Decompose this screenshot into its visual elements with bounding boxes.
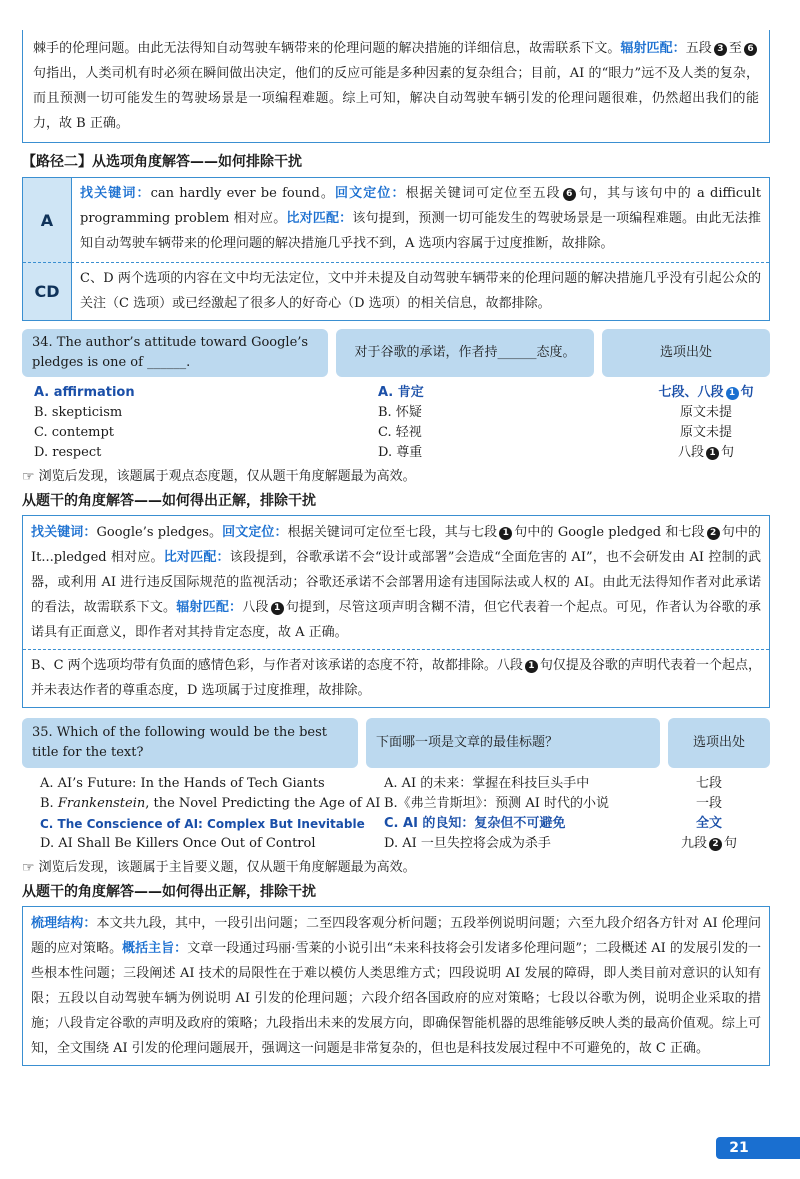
option-en: C. contempt: [34, 425, 115, 440]
text: B.: [40, 796, 58, 811]
sentence-number-badge: 6: [744, 43, 757, 56]
q35-note: [22, 856, 770, 880]
page-number-bar: [762, 1137, 800, 1159]
keyword-structure: 梳理结构：: [31, 916, 97, 931]
text: 句提到，尽管这项声明含糊不清，但它代表着一个起点。可见，作者认为谷歌的承诺具有正面意义，即作者对其持肯定态度，故 A 正确。: [31, 600, 761, 640]
sentence-number-badge: 1: [271, 602, 284, 615]
option-source: 一段: [695, 796, 722, 811]
option-cn: A. 肯定: [378, 385, 424, 400]
option-source: [642, 383, 770, 403]
option-cn: D. AI 一旦失控将会成为杀手: [384, 836, 551, 851]
text: can hardly ever be found。: [150, 186, 335, 201]
option-row: [40, 774, 770, 794]
text: 文章一段通过玛丽·雪莱的小说引出“未来科技将会引发诸多伦理问题”；二段概述 AI 的发展引发的一些根本性问题；三段阐述 AI 技术的局限性在于难以模仿人类思维方式；四段说明 AI 发展的障碍，即人类目前对意识的认知有限；五段以自动驾驶车辆为例说明 AI 引发的伦理问题；六段介绍各国政府的应对策略；七段以谷歌为例，说明企业采取的措施；八段肯定谷歌的声明及政府的策略；九段指出未来的发展方向，即确保智能机器的思维能够反映人类的最高价值观。综上可知，全文围绕 AI 引发的伦理问题展开，强调这一问题是非常复杂的，但也是科技发展过程中不可避免的，故 C 正确。: [31, 941, 761, 1056]
option-en: D. AI Shall Be Killers Once Out of Control: [40, 836, 316, 851]
path2-label-column: [23, 178, 71, 320]
option-en: A. affirmation: [34, 385, 135, 400]
path2-table: [22, 177, 770, 321]
keyword-compare: 比对匹配：: [286, 211, 353, 226]
text: 根据关键词可定位至七段，其与七段: [287, 525, 498, 540]
option-row: [40, 794, 770, 814]
italic-title: Frankenstein: [57, 796, 146, 811]
option-cn: B.《弗兰肯斯坦》：预测 AI 时代的小说: [384, 796, 609, 811]
sentence-number-badge: 1: [726, 387, 739, 400]
option-cn: B. 怀疑: [378, 405, 422, 420]
text: 句指出，人类司机有时必须在瞬间做出决定，他们的反应可能是多种因素的复杂组合；目前，AI 的“眼力”远不及人类的复杂，而且预测一切可能发生的驾驶场景是一项编程难题。综上可知，解决自动驾驶车辆引发的伦理问题很难，仍然超出我们的能力，故 B 正确。: [33, 66, 759, 131]
keyword-find: 找关键词：: [80, 186, 151, 201]
option-en: D. respect: [34, 445, 102, 460]
text: B、C 两个选项均带有负面的感情色彩，与作者对该承诺的态度不符，故都排除。八段: [31, 658, 523, 673]
option-source: [648, 834, 770, 854]
option-row: [34, 423, 770, 443]
q34-options: [22, 383, 770, 463]
q34-question-cn: 对于谷歌的承诺，作者持______态度。: [336, 329, 594, 377]
path2-row-cd: [71, 262, 769, 320]
sentence-number-badge: 2: [707, 527, 720, 540]
option-row: [34, 443, 770, 463]
option-cn: C. AI 的良知：复杂但不可避免: [384, 816, 566, 831]
q34-explanation-2: [31, 653, 761, 703]
page-number: 21: [716, 1137, 762, 1159]
text: 句中的 Google pledged 和七段: [514, 525, 705, 540]
q35-sub-heading: 从题干的角度解答——如何得出正解，排除干扰: [22, 884, 316, 900]
text: 该句提到，预测一切可能发生的驾驶场景是一项编程难题。由此无法推知自动驾驶车辆带来的伦理问题的解决措施几乎找不到，A 选项内容属于过度推断，故排除。: [80, 211, 761, 251]
pointing-hand-icon: ☞: [22, 469, 35, 485]
sentence-number-badge: 1: [706, 447, 719, 460]
row-cd-text: C、D 两个选项的内容在文中均无法定位，文中并未提及自动驾驶车辆带来的伦理问题的解决措施几乎没有引起公众的关注（C 选项）或已经激起了很多人的好奇心（D 选项）的相关信息，故都排除。: [80, 271, 761, 311]
keyword-compare: 比对匹配：: [163, 550, 230, 565]
explanation-box-continued: [22, 30, 770, 143]
q34-explanation-1: [31, 520, 761, 645]
option-en: A. AI’s Future: In the Hands of Tech Giants: [40, 776, 325, 791]
q34-explanation-box: [22, 515, 770, 708]
text: 八段: [242, 600, 269, 615]
source-text: 句: [740, 385, 754, 400]
option-cn: D. 尊重: [378, 445, 423, 460]
q34-header: [22, 329, 770, 377]
option-row: [34, 383, 770, 403]
source-text: 九段: [680, 836, 707, 851]
option-source: 七段: [695, 776, 722, 791]
row-a-text: [80, 181, 761, 256]
keyword-locate: 回文定位：: [222, 525, 288, 540]
keyword-radiation-match: 辐射匹配：: [620, 41, 686, 56]
option-source: 原文未提: [679, 425, 732, 440]
q35-question-en: 35. Which of the following would be the best title for the text?: [22, 718, 358, 768]
q35-header: [22, 718, 770, 768]
text: 该段提到，谷歌承诺不会“设计或部署”会造成“全面危害的 AI”，也不会研发由 AI 控制的武器，或利用 AI 进行违反国际规范的监视活动；谷歌还承诺不会部署用途有违国际法或人权的 AI。由此无法得知作者对此承诺的看法，故需联系下文。: [31, 550, 761, 615]
option-source: 全文: [695, 816, 722, 831]
text: 句仅提及谷歌的声明代表着一个起点，并未表达作者的尊重态度，D 选项属于过度推理，故排除。: [31, 658, 761, 698]
sentence-number-badge: 1: [499, 527, 512, 540]
source-text: 七段、八段: [658, 385, 724, 400]
text: 句中的 It...pledged 相对应。: [31, 525, 761, 565]
path2-heading: 【路径二】从选项角度解答——如何排除干扰: [22, 154, 302, 170]
row-label-a: A: [40, 210, 54, 230]
option-en: C. The Conscience of AI: Complex But Inevitable: [40, 817, 365, 831]
text: 五段: [685, 41, 712, 56]
q34-note: [22, 465, 770, 489]
source-text: 句: [721, 445, 735, 460]
q35-options: [22, 774, 770, 854]
option-source: 原文未提: [679, 405, 732, 420]
text: 句，其与该句中的 a difficult programming problem 相对应。: [80, 186, 761, 226]
source-text: 句: [724, 836, 738, 851]
option-row: [40, 834, 770, 854]
q35-explanation-box: [22, 906, 770, 1066]
note-text: 浏览后发现，该题属于观点态度题，仅从题干角度解题最为高效。: [38, 469, 416, 484]
q34-question-en: 34. The author’s attitude toward Google’s pledges is one of ______.: [22, 329, 328, 377]
q34-source-header: 选项出处: [602, 329, 770, 377]
page: [22, 30, 770, 1066]
path2-row-a: [71, 178, 769, 262]
divider: [23, 649, 769, 650]
keyword-find: 找关键词：: [31, 525, 97, 540]
text: 根据关键词可定位至五段: [405, 186, 561, 201]
keyword-radiation-match: 辐射匹配：: [176, 600, 243, 615]
path2-body: [71, 178, 769, 320]
option-row: [40, 814, 770, 834]
q35-explanation: [31, 911, 761, 1061]
text: 棘手的伦理问题。由此无法得知自动驾驶车辆带来的伦理问题的解决措施的详细信息，故需联系下文。: [33, 41, 621, 56]
text: , the Novel Predicting the Age of AI: [145, 796, 381, 811]
note-text: 浏览后发现，该题属于主旨要义题，仅从题干角度解题最为高效。: [38, 860, 416, 875]
sentence-number-badge: 2: [709, 838, 722, 851]
text: 至: [728, 41, 742, 56]
option-cn: A. AI 的未来：掌握在科技巨头手中: [384, 776, 590, 791]
option-source: [642, 443, 770, 463]
sentence-number-badge: 1: [525, 660, 538, 673]
text: 本文共九段，其中，一段引出问题；二至四段客观分析问题；五段举例说明问题；六至九段介绍各方针对 AI 伦理问题的应对策略。: [31, 916, 761, 956]
text: Google’s pledges。: [96, 525, 223, 540]
source-text: 八段: [677, 445, 704, 460]
option-row: [34, 403, 770, 423]
option-en: [40, 794, 384, 814]
sentence-number-badge: 6: [563, 188, 576, 201]
q35-source-header: 选项出处: [668, 718, 770, 768]
continued-explanation: [33, 36, 759, 136]
option-en: B. skepticism: [34, 405, 123, 420]
option-cn: C. 轻视: [378, 425, 422, 440]
row-label-cd: CD: [23, 262, 71, 320]
q34-sub-heading: 从题干的角度解答——如何得出正解，排除干扰: [22, 493, 316, 509]
keyword-main-idea: 概括主旨：: [122, 941, 188, 956]
q35-question-cn: 下面哪一项是文章的最佳标题？: [366, 718, 660, 768]
keyword-locate: 回文定位：: [335, 186, 406, 201]
pointing-hand-icon: ☞: [22, 860, 35, 876]
sentence-number-badge: 3: [714, 43, 727, 56]
